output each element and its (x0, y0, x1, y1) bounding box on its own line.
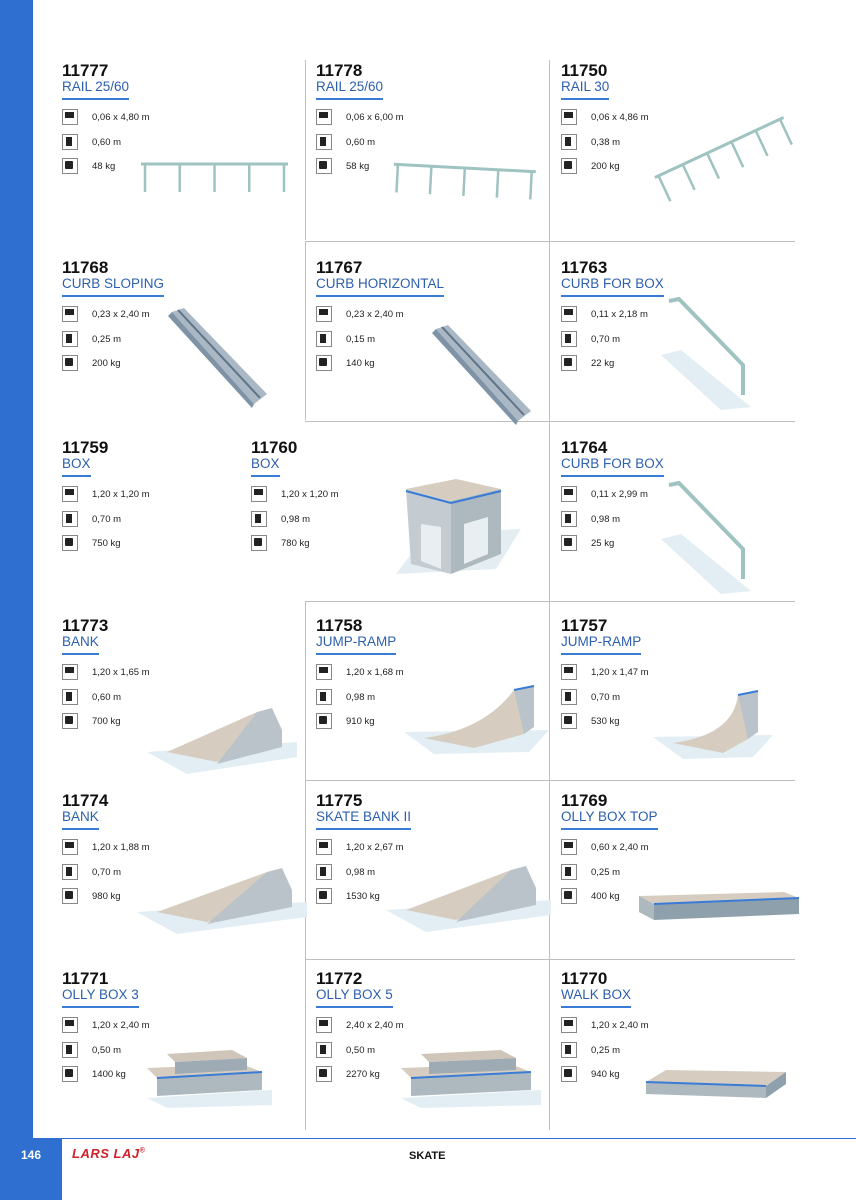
dimensions-icon (316, 306, 332, 322)
product-card-11773 (62, 617, 292, 787)
spec-size (561, 108, 649, 126)
product-name: OLLY BOX 3 (62, 987, 139, 1008)
spec-weight-value: 780 kg (281, 537, 310, 549)
height-icon (561, 331, 577, 347)
spec-size-value: 0,23 x 2,40 m (92, 308, 150, 320)
spec-weight (62, 887, 121, 905)
dimensions-icon (316, 839, 332, 855)
height-icon (561, 1042, 577, 1058)
spec-height (561, 688, 620, 706)
product-illustration (401, 1050, 541, 1115)
product-name: SKATE BANK II (316, 809, 411, 830)
spec-size-value: 0,11 x 2,18 m (591, 308, 648, 320)
product-code: 11770 (561, 969, 608, 988)
weight-icon (316, 158, 332, 174)
product-code: 11775 (316, 791, 363, 810)
height-icon (561, 864, 577, 880)
weight-icon (561, 713, 577, 729)
spec-size-value: 2,40 x 2,40 m (346, 1019, 404, 1031)
spec-weight-value: 58 kg (346, 160, 370, 172)
dimensions-icon (561, 664, 577, 680)
product-card-11767 (316, 259, 546, 429)
product-illustration (646, 1062, 786, 1112)
product-card-11777 (62, 62, 292, 232)
product-name: OLLY BOX TOP (561, 809, 658, 830)
spec-height-value: 0,98 m (281, 513, 311, 525)
product-name: BOX (251, 456, 280, 477)
spec-height (316, 688, 375, 706)
product-code: 11763 (561, 258, 608, 277)
product-card-11760 (251, 439, 481, 609)
spec-weight (316, 354, 375, 372)
spec-height-value: 0,98 m (591, 513, 621, 525)
product-code: 11750 (561, 61, 608, 80)
spec-size (62, 108, 150, 126)
product-code: 11764 (561, 438, 608, 457)
height-icon (62, 511, 78, 527)
dimensions-icon (62, 1017, 78, 1033)
spec-size (316, 1016, 404, 1034)
spec-height-value: 0,98 m (346, 866, 376, 878)
product-code: 11771 (62, 969, 109, 988)
spec-weight-value: 2270 kg (346, 1068, 380, 1080)
product-name: RAIL 30 (561, 79, 609, 100)
product-card-11768 (62, 259, 292, 429)
dimensions-icon (561, 486, 577, 502)
spec-size-value: 1,20 x 2,67 m (346, 841, 404, 853)
weight-icon (561, 158, 577, 174)
product-illustration (661, 479, 761, 604)
brand-name: LARS LAJ (72, 1146, 140, 1161)
product-name: RAIL 25/60 (62, 79, 129, 100)
spec-size-value: 1,20 x 2,40 m (591, 1019, 649, 1031)
weight-icon (62, 355, 78, 371)
spec-height (316, 133, 375, 151)
grid-divider (305, 242, 306, 420)
height-icon (62, 689, 78, 705)
spec-weight-value: 940 kg (591, 1068, 620, 1080)
height-icon (316, 134, 332, 150)
page-number: 146 (20, 1148, 42, 1162)
spec-size-value: 1,20 x 1,20 m (92, 488, 150, 500)
product-card-11757 (561, 617, 791, 787)
product-code: 11778 (316, 61, 363, 80)
product-name: RAIL 25/60 (316, 79, 383, 100)
spec-size (62, 485, 150, 503)
spec-weight (316, 1065, 380, 1083)
dimensions-icon (316, 1017, 332, 1033)
product-name: WALK BOX (561, 987, 631, 1008)
spec-height (561, 1041, 620, 1059)
spec-size (316, 838, 404, 856)
spec-height (316, 330, 375, 348)
spec-size-value: 0,06 x 4,80 m (92, 111, 150, 123)
product-illustration (651, 142, 801, 187)
dimensions-icon (561, 1017, 577, 1033)
weight-icon (62, 1066, 78, 1082)
product-illustration (147, 1050, 272, 1115)
spec-size (316, 305, 404, 323)
product-code: 11773 (62, 616, 109, 635)
spec-height (62, 1041, 121, 1059)
height-icon (316, 864, 332, 880)
spec-height (62, 510, 121, 528)
weight-icon (316, 1066, 332, 1082)
dimensions-icon (62, 664, 78, 680)
spec-size-value: 0,06 x 4,86 m (591, 111, 649, 123)
product-code: 11769 (561, 791, 608, 810)
dimensions-icon (316, 664, 332, 680)
weight-icon (62, 535, 78, 551)
dimensions-icon (62, 306, 78, 322)
product-illustration (426, 321, 536, 431)
spec-weight (561, 157, 620, 175)
spec-weight-value: 1400 kg (92, 1068, 126, 1080)
product-name: BOX (62, 456, 91, 477)
spec-size-value: 1,20 x 2,40 m (92, 1019, 150, 1031)
height-icon (62, 331, 78, 347)
spec-height (561, 863, 620, 881)
section-title: SKATE (409, 1150, 446, 1162)
height-icon (561, 134, 577, 150)
spec-weight (561, 887, 620, 905)
product-card-11771 (62, 970, 292, 1140)
dimensions-icon (561, 306, 577, 322)
spec-weight (561, 1065, 620, 1083)
weight-icon (316, 888, 332, 904)
spec-height-value: 0,60 m (92, 136, 122, 148)
product-card-11770 (561, 970, 791, 1140)
product-illustration (653, 687, 773, 772)
weight-icon (561, 888, 577, 904)
weight-icon (316, 355, 332, 371)
spec-height (316, 863, 375, 881)
spec-size (251, 485, 339, 503)
spec-size (561, 663, 649, 681)
spec-size (62, 838, 150, 856)
product-card-11769 (561, 792, 791, 962)
spec-size (561, 838, 649, 856)
spec-height-value: 0,70 m (92, 866, 122, 878)
grid-divider (305, 60, 306, 240)
height-icon (62, 1042, 78, 1058)
spec-weight (62, 354, 121, 372)
spec-height (62, 863, 121, 881)
weight-icon (62, 888, 78, 904)
product-illustration (661, 295, 761, 420)
spec-size-value: 1,20 x 1,20 m (281, 488, 339, 500)
dimensions-icon (561, 109, 577, 125)
product-illustration (376, 469, 526, 594)
spec-weight (316, 712, 375, 730)
product-name: BANK (62, 634, 99, 655)
spec-weight (561, 534, 614, 552)
spec-height (561, 133, 620, 151)
spec-weight-value: 750 kg (92, 537, 121, 549)
product-card-11750 (561, 62, 791, 232)
product-card-11758 (316, 617, 546, 787)
spec-size (62, 663, 150, 681)
spec-weight-value: 980 kg (92, 890, 121, 902)
spec-height (62, 133, 121, 151)
height-icon (561, 511, 577, 527)
spec-size (561, 1016, 649, 1034)
product-illustration (389, 164, 539, 209)
spec-weight (62, 1065, 126, 1083)
weight-icon (561, 535, 577, 551)
product-name: OLLY BOX 5 (316, 987, 393, 1008)
spec-size-value: 1,20 x 1,88 m (92, 841, 150, 853)
spec-size-value: 1,20 x 1,65 m (92, 666, 150, 678)
spec-height-value: 0,60 m (346, 136, 376, 148)
weight-icon (62, 713, 78, 729)
brand-logo: LARS LAJ® (72, 1146, 146, 1161)
height-icon (251, 511, 267, 527)
spec-height-value: 0,15 m (346, 333, 376, 345)
product-illustration (386, 860, 551, 945)
spec-height-value: 0,25 m (591, 866, 621, 878)
spec-weight (62, 157, 115, 175)
height-icon (316, 331, 332, 347)
spec-weight-value: 140 kg (346, 357, 375, 369)
product-illustration (147, 702, 297, 787)
spec-weight-value: 200 kg (92, 357, 121, 369)
spec-weight (62, 534, 121, 552)
product-code: 11758 (316, 616, 363, 635)
product-card-11772 (316, 970, 546, 1140)
product-illustration (639, 886, 799, 941)
product-name: CURB FOR BOX (561, 276, 664, 297)
product-illustration (404, 682, 549, 767)
spec-weight (316, 887, 380, 905)
product-illustration (162, 304, 272, 414)
product-code: 11772 (316, 969, 363, 988)
spec-height-value: 0,70 m (591, 691, 621, 703)
spec-size (561, 305, 648, 323)
spec-height-value: 0,50 m (92, 1044, 122, 1056)
product-name: JUMP-RAMP (561, 634, 641, 655)
product-card-11764 (561, 439, 791, 609)
spec-size-value: 1,20 x 1,47 m (591, 666, 649, 678)
spec-height-value: 0,70 m (591, 333, 621, 345)
side-color-bar (0, 0, 33, 1200)
product-code: 11767 (316, 258, 363, 277)
spec-weight-value: 530 kg (591, 715, 620, 727)
dimensions-icon (316, 109, 332, 125)
weight-icon (316, 713, 332, 729)
spec-height (62, 330, 121, 348)
spec-height (316, 1041, 375, 1059)
spec-height-value: 0,98 m (346, 691, 376, 703)
spec-size (316, 108, 404, 126)
spec-height (561, 330, 620, 348)
height-icon (561, 689, 577, 705)
spec-weight-value: 22 kg (591, 357, 615, 369)
product-name: CURB HORIZONTAL (316, 276, 444, 297)
dimensions-icon (561, 839, 577, 855)
product-card-11778 (316, 62, 546, 232)
product-name: JUMP-RAMP (316, 634, 396, 655)
spec-size (561, 485, 648, 503)
spec-weight-value: 1530 kg (346, 890, 380, 902)
spec-weight-value: 25 kg (591, 537, 615, 549)
spec-height (561, 510, 620, 528)
spec-size (62, 305, 150, 323)
product-code: 11760 (251, 438, 298, 457)
spec-weight (62, 712, 121, 730)
spec-weight-value: 400 kg (591, 890, 620, 902)
product-name: CURB FOR BOX (561, 456, 664, 477)
height-icon (316, 1042, 332, 1058)
product-illustration (137, 160, 292, 205)
spec-weight (561, 354, 614, 372)
product-code: 11757 (561, 616, 608, 635)
product-card-11763 (561, 259, 791, 429)
spec-size (62, 1016, 150, 1034)
height-icon (62, 134, 78, 150)
product-code: 11774 (62, 791, 109, 810)
product-name: BANK (62, 809, 99, 830)
spec-weight (561, 712, 620, 730)
spec-size-value: 0,06 x 6,00 m (346, 111, 404, 123)
product-code: 11768 (62, 258, 109, 277)
product-name: CURB SLOPING (62, 276, 164, 297)
height-icon (316, 689, 332, 705)
spec-size (316, 663, 404, 681)
product-card-11774 (62, 792, 292, 962)
spec-weight (251, 534, 310, 552)
spec-weight-value: 48 kg (92, 160, 116, 172)
spec-size-value: 0,11 x 2,99 m (591, 488, 648, 500)
spec-size-value: 1,20 x 1,68 m (346, 666, 404, 678)
spec-weight-value: 700 kg (92, 715, 121, 727)
spec-height-value: 0,70 m (92, 513, 122, 525)
grid-divider (305, 241, 795, 242)
product-code: 11759 (62, 438, 109, 457)
spec-height (62, 688, 121, 706)
spec-weight-value: 910 kg (346, 715, 375, 727)
weight-icon (561, 1066, 577, 1082)
product-code: 11777 (62, 61, 109, 80)
spec-weight-value: 200 kg (591, 160, 620, 172)
weight-icon (561, 355, 577, 371)
product-illustration (137, 862, 307, 947)
spec-height-value: 0,60 m (92, 691, 122, 703)
spec-weight (316, 157, 369, 175)
spec-height-value: 0,38 m (591, 136, 621, 148)
spec-height-value: 0,25 m (92, 333, 122, 345)
weight-icon (62, 158, 78, 174)
weight-icon (251, 535, 267, 551)
spec-height-value: 0,50 m (346, 1044, 376, 1056)
spec-height-value: 0,25 m (591, 1044, 621, 1056)
spec-size-value: 0,60 x 2,40 m (591, 841, 649, 853)
spec-size-value: 0,23 x 2,40 m (346, 308, 404, 320)
height-icon (62, 864, 78, 880)
grid-divider (549, 60, 550, 1130)
dimensions-icon (62, 109, 78, 125)
spec-height (251, 510, 310, 528)
product-card-11775 (316, 792, 546, 962)
dimensions-icon (62, 839, 78, 855)
dimensions-icon (251, 486, 267, 502)
dimensions-icon (62, 486, 78, 502)
